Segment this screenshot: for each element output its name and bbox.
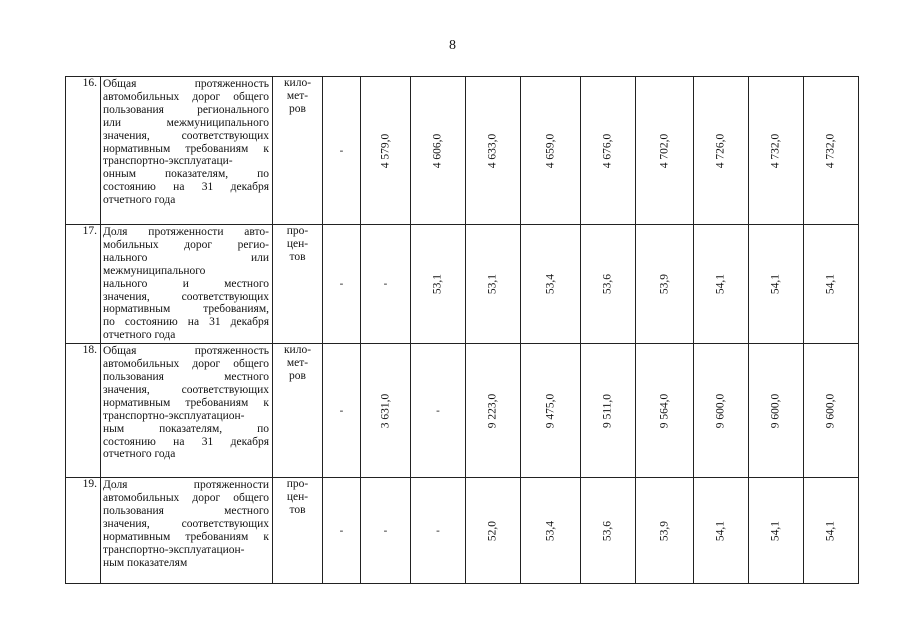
value-text: - — [383, 524, 388, 537]
value-cell — [411, 225, 466, 344]
indicator-name-line: нормативным требованиям к — [103, 530, 269, 543]
indicator-name — [101, 478, 273, 584]
table-row — [66, 344, 859, 478]
value-text: 54,1 — [824, 520, 837, 541]
unit-line: про- — [286, 478, 309, 491]
value-text: 4 659,0 — [544, 133, 557, 168]
value-text: - — [436, 524, 440, 537]
value-cell — [323, 344, 361, 478]
value-cell — [466, 478, 521, 584]
value-cell — [749, 225, 804, 344]
value-cell — [636, 225, 694, 344]
indicators-table — [65, 76, 859, 584]
indicator-name-line: состоянию на 31 декабря — [103, 435, 269, 448]
value-cell — [581, 344, 636, 478]
indicator-name-line: нального и местного — [103, 277, 269, 290]
unit-line: цен- — [286, 491, 309, 504]
unit-line: кило- — [283, 77, 312, 89]
indicator-name-line: ным показателям, по — [103, 422, 269, 435]
indicator-name-line: пользования местного — [103, 370, 269, 383]
value-cell — [521, 77, 581, 225]
value-cell — [466, 225, 521, 344]
value-cell — [581, 478, 636, 584]
unit-line: мет- — [286, 357, 309, 370]
indicator-name-line: транспортно-эксплуатацион- — [103, 409, 245, 422]
indicator-name-line: отчетного года — [103, 194, 176, 207]
value-text: 4 606,0 — [431, 133, 444, 168]
value-cell — [804, 478, 859, 584]
unit-of-measure — [273, 77, 323, 225]
row-number: 17. — [66, 225, 101, 344]
value-text: 54,1 — [824, 274, 837, 295]
unit-of-measure — [273, 225, 323, 344]
indicator-name — [101, 344, 273, 478]
row-number: 18. — [66, 344, 101, 478]
indicator-name-line: значения, соответствующих — [103, 129, 269, 142]
value-text: 54,1 — [714, 520, 727, 541]
value-cell — [694, 77, 749, 225]
value-cell — [804, 77, 859, 225]
value-cell — [411, 478, 466, 584]
value-cell — [581, 77, 636, 225]
unit-line: тов — [289, 503, 306, 516]
value-text: 4 732,0 — [769, 133, 782, 168]
row-number: 19. — [66, 478, 101, 584]
unit-line: про- — [286, 225, 309, 237]
value-text: 4 676,0 — [601, 133, 614, 168]
value-text: 4 633,0 — [486, 133, 499, 168]
unit-line: ров — [289, 369, 306, 382]
value-text: 53,1 — [486, 274, 499, 295]
value-text: 53,4 — [544, 274, 557, 295]
indicator-name-line: мобильных дорог регио- — [103, 238, 269, 251]
unit-of-measure — [273, 478, 323, 584]
value-cell — [581, 225, 636, 344]
value-text: 9 475,0 — [544, 393, 557, 428]
indicator-name-line: значения, соответствующих — [103, 383, 269, 396]
value-cell — [636, 344, 694, 478]
table-row — [66, 77, 859, 225]
value-text: - — [339, 404, 344, 417]
indicator-name-line: онным показателям, по — [103, 168, 269, 181]
indicator-name-line: автомобильных дорог общего — [103, 358, 269, 371]
value-cell — [411, 77, 466, 225]
value-text: 53,6 — [601, 520, 614, 541]
indicator-name-line: отчетного года — [103, 329, 176, 342]
value-cell — [323, 225, 361, 344]
value-text: 9 564,0 — [658, 393, 671, 428]
value-cell — [361, 344, 411, 478]
value-text: - — [339, 277, 344, 290]
indicator-name-line: Доля протяженности — [103, 479, 269, 492]
indicator-name-line: пользования регионального — [103, 103, 269, 116]
value-cell — [361, 77, 411, 225]
value-text: 53,1 — [431, 274, 444, 295]
value-text: 54,1 — [769, 520, 782, 541]
value-text: 4 726,0 — [714, 133, 727, 168]
indicator-name-line: нормативным требованиям, — [103, 303, 269, 316]
value-text: 9 511,0 — [601, 393, 614, 428]
indicator-name-line: ным показателям — [103, 556, 188, 569]
value-cell — [466, 77, 521, 225]
indicator-name-line: значения, соответствующих — [103, 290, 269, 303]
unit-line: ров — [289, 102, 306, 115]
indicator-name-line: транспортно-эксплуатаци- — [103, 155, 233, 168]
indicator-name-line: транспортно-эксплуатацион- — [103, 543, 245, 556]
indicator-name-line: Доля протяженности авто- — [103, 226, 269, 238]
indicator-name-line: Общая протяженность — [103, 345, 269, 358]
unit-of-measure — [273, 344, 323, 478]
value-text: 53,9 — [658, 520, 671, 541]
value-cell — [694, 478, 749, 584]
unit-line: цен- — [286, 237, 309, 250]
value-cell — [694, 344, 749, 478]
value-text: - — [383, 277, 388, 290]
unit-line: тов — [289, 250, 306, 263]
value-text: 53,4 — [544, 520, 557, 541]
value-text: 3 631,0 — [379, 393, 392, 428]
indicator-name-line: автомобильных дорог общего — [103, 90, 269, 103]
value-cell — [636, 77, 694, 225]
value-text: - — [339, 144, 344, 157]
value-cell — [749, 77, 804, 225]
indicator-name-line: нормативным требованиям к — [103, 142, 269, 155]
value-cell — [694, 225, 749, 344]
indicator-name — [101, 77, 273, 225]
indicator-name-line: значения, соответствующих — [103, 517, 269, 530]
value-text: 52,0 — [486, 520, 499, 541]
row-number: 16. — [66, 77, 101, 225]
value-cell — [521, 478, 581, 584]
value-cell — [521, 225, 581, 344]
indicator-name-line: нормативным требованиям к — [103, 396, 269, 409]
table-row — [66, 225, 859, 344]
value-text: 54,1 — [714, 274, 727, 295]
indicator-name-line: или межмуниципального — [103, 116, 269, 129]
page-number: 8 — [449, 38, 456, 53]
value-text: 4 732,0 — [824, 133, 837, 168]
value-text: 9 600,0 — [824, 393, 837, 428]
value-text: - — [339, 524, 344, 537]
value-text: 54,1 — [769, 274, 782, 295]
indicator-name — [101, 225, 273, 344]
value-cell — [361, 478, 411, 584]
value-cell — [323, 478, 361, 584]
indicator-name-line: нального или межмуниципального — [103, 251, 269, 277]
value-cell — [749, 344, 804, 478]
value-cell — [521, 344, 581, 478]
value-text: 4 702,0 — [658, 133, 671, 168]
table-row — [66, 478, 859, 584]
indicator-name-line: автомобильных дорог общего — [103, 492, 269, 505]
indicator-name-line: отчетного года — [103, 448, 176, 461]
value-cell — [636, 478, 694, 584]
value-text: 53,6 — [601, 274, 614, 295]
value-cell — [804, 225, 859, 344]
unit-line: кило- — [283, 344, 312, 357]
indicator-name-line: по состоянию на 31 декабря — [103, 316, 269, 329]
value-cell — [411, 344, 466, 478]
value-text: 4 579,0 — [379, 133, 392, 168]
value-text: 53,9 — [658, 274, 671, 295]
indicator-name-line: пользования местного — [103, 504, 269, 517]
value-cell — [804, 344, 859, 478]
value-text: 9 223,0 — [486, 393, 499, 428]
unit-line: мет- — [286, 89, 309, 102]
indicator-name-line: Общая протяженность — [103, 78, 269, 90]
value-text: 9 600,0 — [769, 393, 782, 428]
indicator-name-line: состоянию на 31 декабря — [103, 181, 269, 194]
value-cell — [466, 344, 521, 478]
value-cell — [361, 225, 411, 344]
value-text: - — [436, 404, 440, 417]
value-cell — [323, 77, 361, 225]
value-text: 9 600,0 — [714, 393, 727, 428]
value-cell — [749, 478, 804, 584]
